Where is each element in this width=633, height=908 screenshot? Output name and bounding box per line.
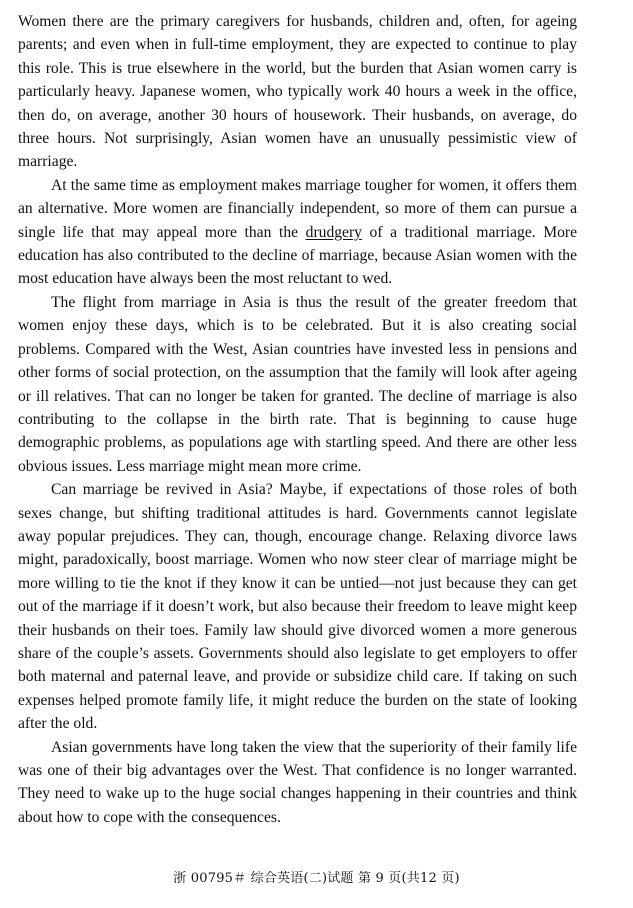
page-footer: 浙 00795＃ 综合英语(二)试题 第 9 页(共12 页) xyxy=(173,871,460,886)
paragraph-5: Asian governments have long taken the view that the superiority of their family life was one of their big advantages over the West. That confidence is no longer warranted. They need to wake up to the huge social changes happening in their countries and think about how to cope with the consequences. xyxy=(18,738,577,826)
paragraph-2-text-before: At the same time as employment makes marriage tougher for women, it offers them an alternative. More women are financially independent, so more of them can pursue a single life that may appeal more than the xyxy=(18,176,577,241)
document-body xyxy=(18,10,577,829)
paragraph-1: Women there are the primary caregivers for husbands, children and, often, for ageing parents; and even when in full-time employment, they are expected to continue to play this role. This is true elsewhere in the world, but the burden that Asian women carry is particularly heavy. Japanese women, who typically work 40 hours a week in the office, then do, on average, another 30 hours of housework. Their husbands, on average, do three hours. Not surprisingly, Asian women have an unusually pessimistic view of marriage. xyxy=(18,13,577,171)
paragraph-3: The flight from marriage in Asia is thus the result of the greater freedom that women enjoy these days, which is to be celebrated. But it is also creating social problems. Compared with the West, Asian countries have invested less in pensions and other forms of social protection, on the assumption that the family will look after ageing or ill relatives. That can no longer be taken for granted. The decline of marriage is also contributing to the collapse in the birth rate. That is beginning to cause huge demographic problems, as populations age with startling speed. And there are other less obvious issues. Less marriage might mean more crime. xyxy=(18,293,577,475)
paragraph-2-text-after: of a traditional marriage. More education has also contributed to the decline of marriage, because Asian women with the most education have always been the most reluctant to wed. xyxy=(18,223,578,288)
underlined-word: drudgery xyxy=(305,223,362,241)
paragraph-4: Can marriage be revived in Asia? Maybe, if expectations of those roles of both sexes change, but shifting traditional attitudes is hard. Governments cannot legislate away popular prejudices. They can, though, encourage change. Relaxing divorce laws might, paradoxically, boost marriage. Women who now steer clear of marriage might be more willing to tie the knot if they know it can be untied—not just because they can get out of the marriage if it doesn’t work, but also because their freedom to leave might keep their husbands on their toes. Family law should give divorced women a more generous share of the couple’s assets. Governments should also legislate to get employers to offer both maternal and paternal leave, and provide or subsidize child care. If taking on such expenses helped promote family life, it might reduce the burden on the state of looking after the old. xyxy=(18,481,577,733)
paragraph-2 xyxy=(18,174,577,291)
